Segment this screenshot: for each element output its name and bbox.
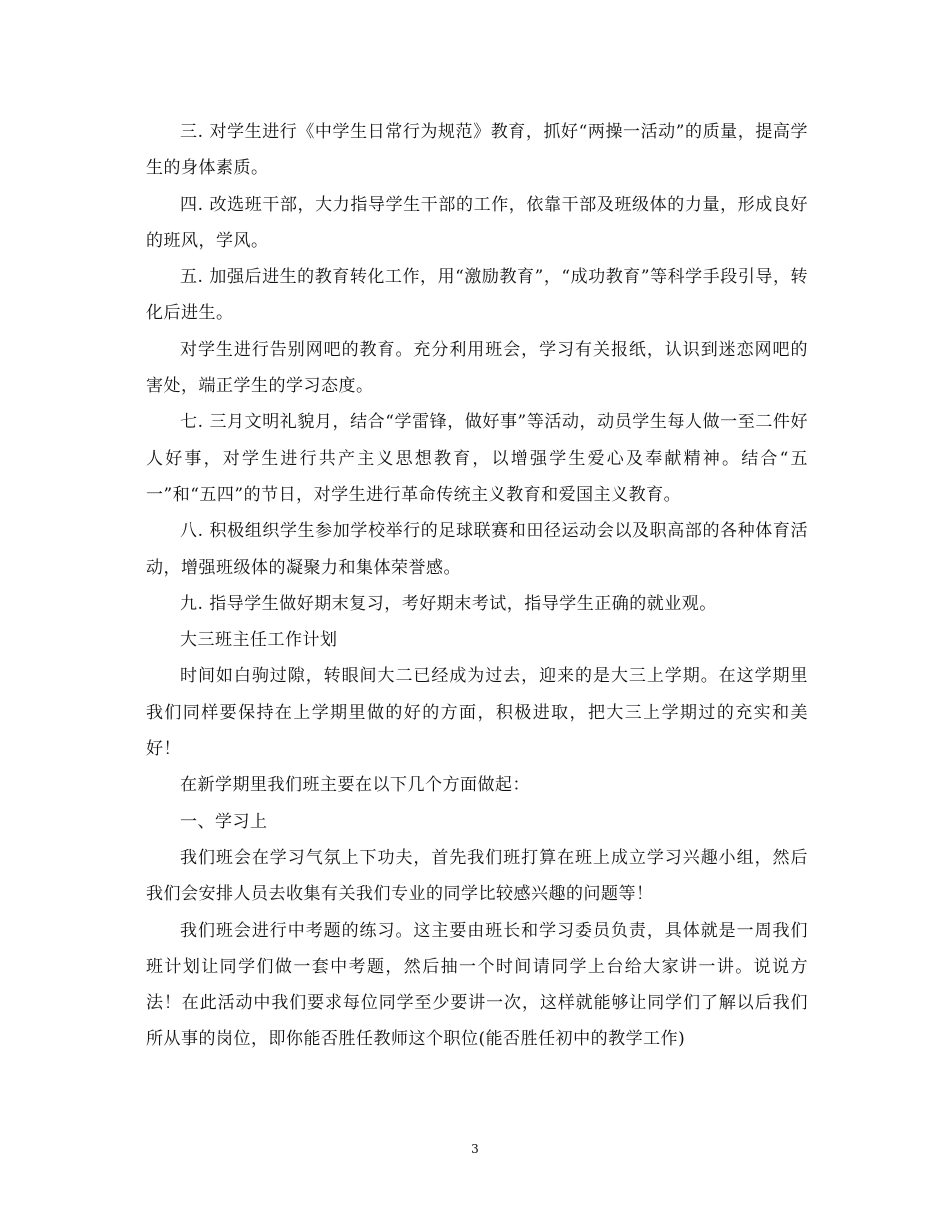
paragraph-exam-practice: 我们班会进行中考题的练习。这主要由班长和学习委员负责，具体就是一周我们班计划让同学们做一套中考题，然后抽一个时间请同学上台给大家讲一讲。说说方法！在此活动中我们要求每位同学至少要讲一次，这样就能够让同学们了解以后我们所从事的岗位，即你能否胜任教师这个职位(能否胜任初中的教学工作) (146, 920, 808, 1050)
paragraph-item-8: 八. 积极组织学生参加学校举行的足球联赛和田径运动会以及职高部的各种体育活动，增强班级体的凝聚力和集体荣誉感。 (146, 521, 808, 578)
paragraph-aspects: 在新学期里我们班主要在以下几个方面做起： (180, 775, 530, 796)
paragraph-item-7: 七. 三月文明礼貌月，结合“学雷锋，做好事”等活动，动员学生每人做一至二件好人好事，对学生进行共产主义思想教育，以增强学生爱心及奉献精神。结合“五一”和“五四”的节日，对学生进行革命传统主义教育和爱国主义教育。 (146, 412, 808, 505)
subheading-study: 一、学习上 (180, 811, 268, 832)
section-heading: 大三班主任工作计划 (180, 630, 338, 651)
paragraph-item-4: 四. 改选班干部，大力指导学生干部的工作，依靠干部及班级体的力量，形成良好的班风，学风。 (146, 194, 808, 251)
paragraph-item-5: 五. 加强后进生的教育转化工作，用“激励教育”，“成功教育”等科学手段引导，转化后进生。 (146, 267, 808, 324)
paragraph-item-3: 三. 对学生进行《中学生日常行为规范》教育，抓好“两操一活动”的质量，提高学生的身体素质。 (146, 122, 808, 179)
page-number: 3 (471, 1142, 479, 1156)
paragraph-item-9: 九. 指导学生做好期末复习，考好期末考试，指导学生正确的就业观。 (180, 593, 717, 614)
body-text (146, 114, 808, 1058)
paragraph-internet-cafe: 对学生进行告别网吧的教育。充分利用班会，学习有关报纸，认识到迷恋网吧的害处，端正学生的学习态度。 (146, 339, 808, 397)
paragraph-study-group: 我们班会在学习气氛上下功夫，首先我们班打算在班上成立学习兴趣小组，然后我们会安排人员去收集有关我们专业的同学比较感兴趣的问题等！ (146, 847, 808, 905)
paragraph-intro: 时间如白驹过隙，转眼间大二已经成为过去，迎来的是大三上学期。在这学期里我们同样要保持在上学期里做的好的方面，积极进取，把大三上学期过的充实和美好！ (146, 666, 808, 760)
